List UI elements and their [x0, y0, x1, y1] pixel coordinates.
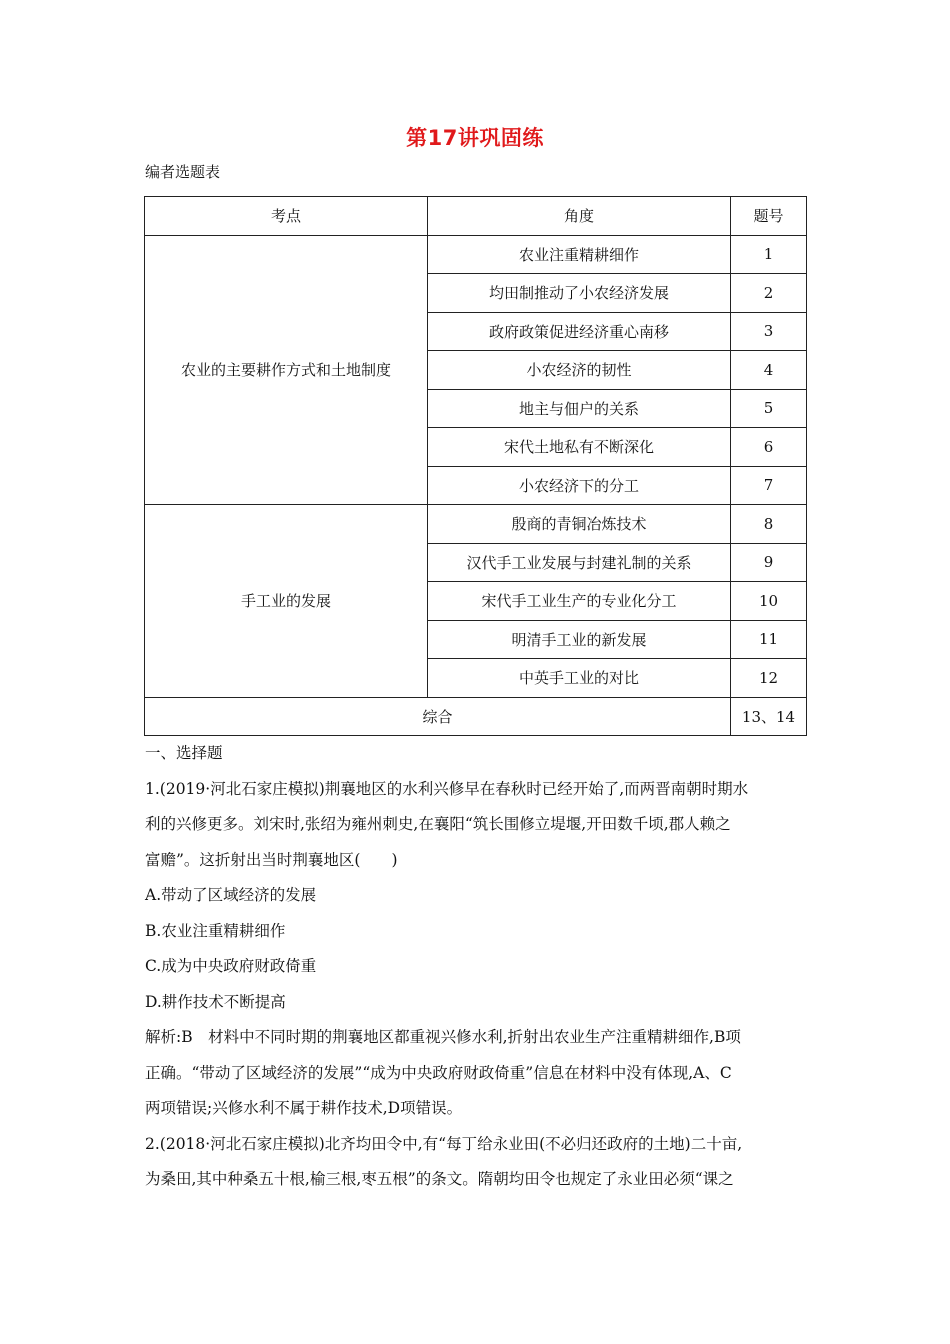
table-caption: 编者选题表	[145, 163, 221, 181]
question-content	[145, 736, 808, 1198]
selection-table	[144, 196, 807, 736]
table-row	[145, 235, 807, 274]
number-cell: 2	[731, 274, 807, 313]
angle-cell: 殷商的青铜冶炼技术	[428, 505, 731, 544]
angle-cell: 宋代土地私有不断深化	[428, 428, 731, 467]
number-cell: 6	[731, 428, 807, 467]
question-2-line: 为桑田,其中种桑五十根,榆三根,枣五根”的条文。隋朝均田令也规定了永业田必须“课之	[145, 1170, 734, 1188]
angle-cell: 小农经济的韧性	[428, 351, 731, 390]
section-heading: 一、选择题	[145, 744, 223, 762]
angle-cell: 汉代手工业发展与封建礼制的关系	[428, 543, 731, 582]
question-1-line: 富赡”。这折射出当时荆襄地区( )	[145, 850, 398, 869]
angle-cell: 地主与佃户的关系	[428, 389, 731, 428]
angle-cell: 宋代手工业生产的专业化分工	[428, 582, 731, 621]
number-cell: 3	[731, 312, 807, 351]
angle-cell: 小农经济下的分工	[428, 466, 731, 505]
table-header-row	[145, 197, 807, 236]
summary-number: 13、14	[731, 697, 807, 736]
number-cell: 11	[731, 620, 807, 659]
angle-cell: 农业注重精耕细作	[428, 235, 731, 274]
number-cell: 7	[731, 466, 807, 505]
question-1-line: 利的兴修更多。刘宋时,张绍为雍州刺史,在襄阳“筑长围修立堤堰,开田数千顷,郡人赖之	[145, 815, 731, 833]
angle-cell: 政府政策促进经济重心南移	[428, 312, 731, 351]
header-angle: 角度	[428, 197, 731, 236]
number-cell: 1	[731, 235, 807, 274]
topic-cell: 农业的主要耕作方式和土地制度	[145, 235, 428, 505]
question-2-line: 2.(2018·河北石家庄模拟)北齐均田令中,有“每丁给永业田(不必归还政府的土地)二十亩,	[145, 1134, 743, 1153]
question-1-line: 1.(2019·河北石家庄模拟)荆襄地区的水利兴修早在春秋时已经开始了,而两晋南朝时期水	[145, 779, 749, 798]
angle-cell: 中英手工业的对比	[428, 659, 731, 698]
angle-cell: 明清手工业的新发展	[428, 620, 731, 659]
analysis-line: 解析:B 材料中不同时期的荆襄地区都重视兴修水利,折射出农业生产注重精耕细作,B项	[145, 1028, 741, 1046]
option-b: B.农业注重精耕细作	[145, 921, 286, 940]
option-c: C.成为中央政府财政倚重	[145, 957, 317, 975]
number-cell: 4	[731, 351, 807, 390]
number-cell: 12	[731, 659, 807, 698]
header-topic: 考点	[145, 197, 428, 236]
summary-label: 综合	[145, 697, 731, 736]
option-d: D.耕作技术不断提高	[145, 992, 286, 1011]
header-number: 题号	[731, 197, 807, 236]
option-a: A.带动了区域经济的发展	[145, 886, 317, 904]
page-title: 第17讲巩固练	[406, 126, 544, 150]
analysis-line: 两项错误;兴修水利不属于耕作技术,D项错误。	[145, 1099, 463, 1117]
number-cell: 5	[731, 389, 807, 428]
number-cell: 9	[731, 543, 807, 582]
angle-cell: 均田制推动了小农经济发展	[428, 274, 731, 313]
analysis-line: 正确。“带动了区域经济的发展”“成为中央政府财政倚重”信息在材料中没有体现,A、C	[145, 1063, 732, 1082]
summary-row	[145, 697, 807, 736]
table-row	[145, 505, 807, 544]
topic-cell: 手工业的发展	[145, 505, 428, 698]
number-cell: 10	[731, 582, 807, 621]
number-cell: 8	[731, 505, 807, 544]
